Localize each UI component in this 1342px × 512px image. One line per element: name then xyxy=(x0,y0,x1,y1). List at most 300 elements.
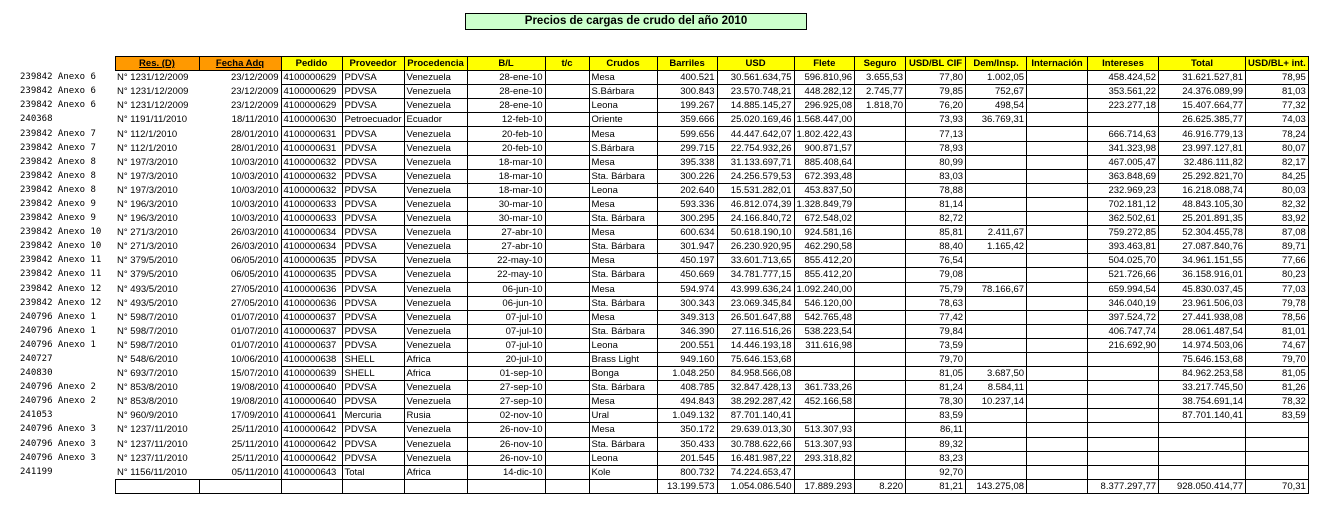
table-row xyxy=(0,71,1308,85)
cell-bl: 26-nov-10 xyxy=(467,437,545,451)
table-body xyxy=(0,71,1308,480)
cell-pedido: 4100000631 xyxy=(281,127,342,141)
cell-proveedor: PDVSA xyxy=(342,310,404,324)
cell-procedencia: Venezuela xyxy=(404,296,467,310)
cell-bl: 28-ene-10 xyxy=(467,99,545,113)
cell-bl: 27-sep-10 xyxy=(467,381,545,395)
table-row xyxy=(0,324,1308,338)
cell-intereses: 363.848,69 xyxy=(1088,169,1159,183)
cell-anexo: 239842 Anexo 10 xyxy=(20,241,102,252)
cell-usd: 22.754.932,26 xyxy=(717,141,794,155)
cell-dem-insp xyxy=(966,324,1027,338)
cell-procedencia: Venezuela xyxy=(404,268,467,282)
cell-proveedor: PDVSA xyxy=(342,282,404,296)
cell-total: 27.441.938,08 xyxy=(1159,310,1246,324)
cell-flete xyxy=(794,465,854,479)
cell-pedido: 4100000635 xyxy=(281,254,342,268)
cell-res: N° 693/7/2010 xyxy=(117,368,178,380)
cell-res: N° 493/5/2010 xyxy=(117,283,178,295)
cell-proveedor: PDVSA xyxy=(342,71,404,85)
cell-usd-bl-int: 80,23 xyxy=(1246,268,1309,282)
cell-tc xyxy=(545,197,589,211)
cell-res: N° 1237/11/2010 xyxy=(117,438,188,450)
cell-proveedor: PDVSA xyxy=(342,296,404,310)
cell-procedencia: Africa xyxy=(404,465,467,479)
cell-anexo: 239842 Anexo 10 xyxy=(20,227,102,238)
cell-dem-insp xyxy=(966,296,1027,310)
cell-proveedor: PDVSA xyxy=(342,324,404,338)
cell-intereses xyxy=(1088,352,1159,366)
cell-usd-bl-cif: 85,81 xyxy=(906,226,966,240)
cell-intereses xyxy=(1088,437,1159,451)
cell-usd-bl-cif: 79,84 xyxy=(906,324,966,338)
cell-anexo: 239842 Anexo 6 xyxy=(20,86,96,97)
cell-intereses: 458.424,52 xyxy=(1088,71,1159,85)
cell-seguro xyxy=(855,155,906,169)
cell-fecha: 10/03/2010 xyxy=(230,213,279,225)
cell-barriles: 300.226 xyxy=(657,169,717,183)
cell-bl: 27-sep-10 xyxy=(467,395,545,409)
header-bl: B/L xyxy=(467,57,545,71)
cell-internacion xyxy=(1027,183,1088,197)
cell-intereses xyxy=(1088,451,1159,465)
cell-intereses xyxy=(1088,409,1159,423)
cell-bl: 20-jul-10 xyxy=(467,352,545,366)
cell-internacion xyxy=(1027,226,1088,240)
cell-seguro xyxy=(855,352,906,366)
cell-intereses xyxy=(1088,367,1159,381)
cell-crudo: Bonga xyxy=(589,367,657,381)
cell-dem-insp: 1.002,05 xyxy=(966,71,1027,85)
cell-usd-bl-cif: 83,23 xyxy=(906,451,966,465)
cell-flete: 855.412,20 xyxy=(794,254,854,268)
cell-intereses: 393.463,81 xyxy=(1088,240,1159,254)
cell-seguro xyxy=(855,212,906,226)
cell-usd-bl-cif: 76,54 xyxy=(906,254,966,268)
cell-dem-insp: 752,67 xyxy=(966,85,1027,99)
cell-intereses xyxy=(1088,395,1159,409)
cell-anexo: 241199 xyxy=(20,466,53,477)
cell-anexo: 239842 Anexo 8 xyxy=(20,170,96,181)
cell-bl: 06-jun-10 xyxy=(467,282,545,296)
cell-barriles: 949.160 xyxy=(657,352,717,366)
table-row xyxy=(0,451,1308,465)
cell-seguro xyxy=(855,395,906,409)
cell-usd: 43.999.636,24 xyxy=(717,282,794,296)
cell-flete: 542.765,48 xyxy=(794,310,854,324)
cell-usd-bl-int: 83,92 xyxy=(1246,212,1309,226)
cell-fecha: 27/05/2010 xyxy=(230,283,279,295)
cell-usd-bl-int: 82,17 xyxy=(1246,155,1309,169)
cell-barriles: 346.390 xyxy=(657,324,717,338)
cell-res: N° 379/5/2010 xyxy=(117,269,178,281)
cell-flete: 1.802.422,43 xyxy=(794,127,854,141)
cell-usd: 24.166.840,72 xyxy=(717,212,794,226)
cell-bl: 26-nov-10 xyxy=(467,423,545,437)
table-row xyxy=(0,183,1308,197)
cell-intereses xyxy=(1088,381,1159,395)
totals-blank-cell xyxy=(0,479,115,493)
cell-seguro xyxy=(855,127,906,141)
cell-pedido: 4100000629 xyxy=(281,85,342,99)
cell-fecha: 27/05/2010 xyxy=(230,297,279,309)
cell-pedido: 4100000642 xyxy=(281,451,342,465)
cell-usd-bl-int: 77,03 xyxy=(1246,282,1309,296)
cell-total: 31.621.527,81 xyxy=(1159,71,1246,85)
cell-procedencia: Venezuela xyxy=(404,141,467,155)
cell-proveedor: PDVSA xyxy=(342,85,404,99)
cell-total: 23.961.506,03 xyxy=(1159,296,1246,310)
cell-crudo: Ural xyxy=(589,409,657,423)
cell-internacion xyxy=(1027,113,1088,127)
cell-barriles: 300.295 xyxy=(657,212,717,226)
cell-intereses: 759.272,85 xyxy=(1088,226,1159,240)
cell-tc xyxy=(545,268,589,282)
header-fecha-adq: Fecha Adq xyxy=(199,57,281,71)
cell-usd-bl-cif: 78,93 xyxy=(906,141,966,155)
cell-crudo: Leona xyxy=(589,451,657,465)
cell-procedencia: Venezuela xyxy=(404,71,467,85)
cell-usd-bl-cif: 89,32 xyxy=(906,437,966,451)
cell-usd: 23.570.748,21 xyxy=(717,85,794,99)
cell-barriles: 359.666 xyxy=(657,113,717,127)
cell-internacion xyxy=(1027,141,1088,155)
header-seguro: Seguro xyxy=(855,57,906,71)
header-proveedor: Proveedor xyxy=(342,57,404,71)
total-internacion xyxy=(1027,479,1088,493)
cell-crudo: Mesa xyxy=(589,226,657,240)
cell-fecha: 26/03/2010 xyxy=(230,227,279,239)
cell-fecha: 25/11/2010 xyxy=(231,424,279,436)
cell-anexo: 240796 Anexo 3 xyxy=(20,452,96,463)
cell-bl: 26-nov-10 xyxy=(467,451,545,465)
cell-barriles: 350.433 xyxy=(657,437,717,451)
cell-dem-insp: 10.237,14 xyxy=(966,395,1027,409)
cell-tc xyxy=(545,254,589,268)
cell-intereses xyxy=(1088,465,1159,479)
cell-internacion xyxy=(1027,451,1088,465)
cell-fecha: 18/11/2010 xyxy=(231,114,279,126)
cell-seguro xyxy=(855,113,906,127)
cell-crudo: Oriente xyxy=(589,113,657,127)
header-tc: t/c xyxy=(545,57,589,71)
cell-total: 27.087.840,76 xyxy=(1159,240,1246,254)
cell-res: N° 1231/12/2009 xyxy=(117,100,189,112)
cell-usd-bl-int: 77,32 xyxy=(1246,99,1309,113)
cell-tc xyxy=(545,381,589,395)
cell-dem-insp xyxy=(966,183,1027,197)
cell-bl: 28-ene-10 xyxy=(467,71,545,85)
cell-barriles: 350.172 xyxy=(657,423,717,437)
cell-fecha: 28/01/2010 xyxy=(230,128,279,140)
cell-pedido: 4100000642 xyxy=(281,423,342,437)
total-usd: 1.054.086.540 xyxy=(717,479,794,493)
totals-blank-cell xyxy=(115,479,199,493)
cell-usd-bl-cif: 77,13 xyxy=(906,127,966,141)
cell-total: 25.292.821,70 xyxy=(1159,169,1246,183)
cell-usd: 23.069.345,84 xyxy=(717,296,794,310)
cell-barriles: 199.267 xyxy=(657,99,717,113)
cell-res: N° 1237/11/2010 xyxy=(117,452,188,464)
table-row xyxy=(0,409,1308,423)
cell-barriles: 349.313 xyxy=(657,310,717,324)
cell-crudo: Sta. Bárbara xyxy=(589,212,657,226)
header-total: Total xyxy=(1159,57,1246,71)
cell-intereses: 504.025,70 xyxy=(1088,254,1159,268)
table-row xyxy=(0,85,1308,99)
totals-blank-cell xyxy=(404,479,467,493)
header-usd: USD xyxy=(717,57,794,71)
cell-fecha: 19/08/2010 xyxy=(230,382,279,394)
cell-seguro xyxy=(855,254,906,268)
totals-blank-cell xyxy=(545,479,589,493)
cell-usd-bl-int xyxy=(1246,451,1309,465)
cell-usd-bl-cif: 77,80 xyxy=(906,71,966,85)
cell-pedido: 4100000640 xyxy=(281,381,342,395)
cell-res: N° 379/5/2010 xyxy=(117,255,178,267)
cell-procedencia: Venezuela xyxy=(404,451,467,465)
cell-pedido: 4100000634 xyxy=(281,240,342,254)
cell-usd-bl-int: 82,32 xyxy=(1246,197,1309,211)
cell-anexo: 240796 Anexo 1 xyxy=(20,339,96,350)
cell-barriles: 301.947 xyxy=(657,240,717,254)
cell-barriles: 299.715 xyxy=(657,141,717,155)
cell-flete: 513.307,93 xyxy=(794,437,854,451)
cell-anexo: 239842 Anexo 12 xyxy=(20,283,102,294)
cell-fecha: 05/11/2010 xyxy=(231,466,279,478)
cell-procedencia: Venezuela xyxy=(404,226,467,240)
cell-internacion xyxy=(1027,71,1088,85)
cell-usd-bl-cif: 83,59 xyxy=(906,409,966,423)
cell-tc xyxy=(545,451,589,465)
cell-pedido: 4100000629 xyxy=(281,71,342,85)
cell-dem-insp: 36.769,31 xyxy=(966,113,1027,127)
header-intereses: Intereses xyxy=(1088,57,1159,71)
cell-seguro xyxy=(855,423,906,437)
cell-flete: 885.408,64 xyxy=(794,155,854,169)
cell-seguro xyxy=(855,268,906,282)
cell-procedencia: Ecuador xyxy=(404,113,467,127)
cell-internacion xyxy=(1027,99,1088,113)
cell-seguro xyxy=(855,240,906,254)
cell-usd-bl-cif: 80,99 xyxy=(906,155,966,169)
cell-procedencia: Venezuela xyxy=(404,155,467,169)
cell-fecha: 06/05/2010 xyxy=(230,269,279,281)
cell-pedido: 4100000629 xyxy=(281,99,342,113)
cell-crudo: S.Bárbara xyxy=(589,85,657,99)
cell-usd-bl-cif: 75,79 xyxy=(906,282,966,296)
cell-total: 46.916.779,13 xyxy=(1159,127,1246,141)
cell-res: N° 493/5/2010 xyxy=(117,297,178,309)
cell-anexo: 240796 Anexo 2 xyxy=(20,382,96,393)
cell-internacion xyxy=(1027,197,1088,211)
cell-procedencia: Venezuela xyxy=(404,381,467,395)
cell-res: N° 598/7/2010 xyxy=(117,311,178,323)
cell-proveedor: PDVSA xyxy=(342,127,404,141)
cell-seguro xyxy=(855,381,906,395)
cell-anexo: 239842 Anexo 9 xyxy=(20,198,96,209)
cell-procedencia: Africa xyxy=(404,352,467,366)
totals-blank-cell xyxy=(281,479,342,493)
cell-bl: 28-ene-10 xyxy=(467,85,545,99)
cell-total xyxy=(1159,465,1246,479)
cell-total: 52.304.455,78 xyxy=(1159,226,1246,240)
cell-internacion xyxy=(1027,395,1088,409)
cell-intereses xyxy=(1088,423,1159,437)
cell-proveedor: PDVSA xyxy=(342,197,404,211)
cell-seguro: 3.655,53 xyxy=(855,71,906,85)
cell-barriles: 395.338 xyxy=(657,155,717,169)
cell-crudo: Mesa xyxy=(589,423,657,437)
cell-fecha: 23/12/2009 xyxy=(230,72,279,84)
cell-crudo: Leona xyxy=(589,99,657,113)
cell-seguro xyxy=(855,169,906,183)
cell-dem-insp xyxy=(966,338,1027,352)
cell-proveedor: Mercuria xyxy=(342,409,404,423)
cell-crudo: Mesa xyxy=(589,282,657,296)
totals-blank-cell xyxy=(342,479,404,493)
cell-res: N° 1191/11/2010 xyxy=(117,114,188,126)
cell-flete: 293.318,82 xyxy=(794,451,854,465)
table-row xyxy=(0,465,1308,479)
cell-usd: 87.701.140,41 xyxy=(717,409,794,423)
cell-bl: 20-feb-10 xyxy=(467,127,545,141)
cell-usd: 44.447.642,07 xyxy=(717,127,794,141)
cell-res: N° 1156/11/2010 xyxy=(117,466,188,478)
cell-usd: 26.230.920,95 xyxy=(717,240,794,254)
cell-barriles: 593.336 xyxy=(657,197,717,211)
cell-internacion xyxy=(1027,268,1088,282)
cell-internacion xyxy=(1027,465,1088,479)
cell-anexo: 239842 Anexo 12 xyxy=(20,297,102,308)
cell-tc xyxy=(545,465,589,479)
cell-res: N° 598/7/2010 xyxy=(117,325,178,337)
cell-intereses: 467.005,47 xyxy=(1088,155,1159,169)
cell-total: 16.218.088,74 xyxy=(1159,183,1246,197)
cell-usd-bl-cif: 79,85 xyxy=(906,85,966,99)
cell-barriles: 1.049.132 xyxy=(657,409,717,423)
cell-intereses xyxy=(1088,113,1159,127)
cell-anexo: 239842 Anexo 11 xyxy=(20,269,102,280)
cell-intereses: 702.181,12 xyxy=(1088,197,1159,211)
cell-crudo: Sta. Bárbara xyxy=(589,268,657,282)
cell-intereses: 666.714,63 xyxy=(1088,127,1159,141)
cell-crudo: Sta. Bárbara xyxy=(589,169,657,183)
cell-dem-insp: 8.584,11 xyxy=(966,381,1027,395)
cell-tc xyxy=(545,99,589,113)
cell-dem-insp xyxy=(966,254,1027,268)
cell-usd: 26.501.647,88 xyxy=(717,310,794,324)
cell-seguro xyxy=(855,409,906,423)
cell-intereses: 397.524,72 xyxy=(1088,310,1159,324)
cell-flete: 1.328.849,79 xyxy=(794,197,854,211)
cell-proveedor: PDVSA xyxy=(342,212,404,226)
cell-usd: 84.958.566,08 xyxy=(717,367,794,381)
cell-seguro: 2.745,77 xyxy=(855,85,906,99)
cell-intereses: 216.692,90 xyxy=(1088,338,1159,352)
cell-res: N° 960/9/2010 xyxy=(117,410,178,422)
cell-bl: 27-abr-10 xyxy=(467,226,545,240)
table-row xyxy=(0,437,1308,451)
cell-tc xyxy=(545,296,589,310)
cell-dem-insp: 3.687,50 xyxy=(966,367,1027,381)
cell-usd-bl-int: 84,25 xyxy=(1246,169,1309,183)
cell-usd: 16.481.987,22 xyxy=(717,451,794,465)
cell-anexo: 239842 Anexo 8 xyxy=(20,184,96,195)
cell-flete xyxy=(794,409,854,423)
cell-procedencia: Venezuela xyxy=(404,254,467,268)
cell-seguro xyxy=(855,296,906,310)
table-row xyxy=(0,254,1308,268)
cell-intereses: 232.969,23 xyxy=(1088,183,1159,197)
header-usd-bl-int: USD/BL+ int. xyxy=(1246,57,1309,71)
cell-usd: 31.133.697,71 xyxy=(717,155,794,169)
total-usd-bl-cif: 81,21 xyxy=(906,479,966,493)
cell-total: 75.646.153,68 xyxy=(1159,352,1246,366)
cell-usd: 30.788.622,66 xyxy=(717,437,794,451)
cell-usd: 32.847.428,13 xyxy=(717,381,794,395)
cell-res: N° 853/8/2010 xyxy=(117,396,178,408)
table-row xyxy=(0,367,1308,381)
cell-internacion xyxy=(1027,296,1088,310)
cell-tc xyxy=(545,409,589,423)
cell-proveedor: PDVSA xyxy=(342,169,404,183)
cell-total: 15.407.664,77 xyxy=(1159,99,1246,113)
cell-barriles: 450.197 xyxy=(657,254,717,268)
cell-procedencia: Venezuela xyxy=(404,324,467,338)
cell-proveedor: PDVSA xyxy=(342,141,404,155)
cell-flete: 361.733,26 xyxy=(794,381,854,395)
cell-usd-bl-cif: 82,72 xyxy=(906,212,966,226)
cell-usd: 14.446.193,18 xyxy=(717,338,794,352)
cell-anexo: 239842 Anexo 6 xyxy=(20,100,96,111)
cell-barriles: 300.843 xyxy=(657,85,717,99)
cell-usd-bl-int: 78,56 xyxy=(1246,310,1309,324)
cell-anexo: 239842 Anexo 7 xyxy=(20,142,96,153)
total-total: 928.050.414,77 xyxy=(1159,479,1246,493)
cell-internacion xyxy=(1027,310,1088,324)
cell-barriles: 594.974 xyxy=(657,282,717,296)
cell-intereses: 346.040,19 xyxy=(1088,296,1159,310)
cell-usd-bl-cif: 73,59 xyxy=(906,338,966,352)
cell-dem-insp: 498,54 xyxy=(966,99,1027,113)
cell-flete: 672.393,48 xyxy=(794,169,854,183)
cell-seguro xyxy=(855,324,906,338)
cell-usd-bl-int: 81,03 xyxy=(1246,85,1309,99)
cell-proveedor: PDVSA xyxy=(342,254,404,268)
cell-fecha: 15/07/2010 xyxy=(230,368,279,380)
cell-proveedor: PDVSA xyxy=(342,183,404,197)
cell-fecha: 10/03/2010 xyxy=(230,170,279,182)
cell-usd-bl-int: 78,95 xyxy=(1246,71,1309,85)
cell-fecha: 23/12/2009 xyxy=(230,100,279,112)
cell-procedencia: Venezuela xyxy=(404,197,467,211)
cell-res: N° 112/1/2010 xyxy=(117,128,178,140)
table-row xyxy=(0,338,1308,352)
table-row xyxy=(0,99,1308,113)
cell-fecha: 01/07/2010 xyxy=(230,325,279,337)
cell-barriles: 202.640 xyxy=(657,183,717,197)
header-row xyxy=(0,57,1308,71)
cell-procedencia: Venezuela xyxy=(404,212,467,226)
cell-flete: 1.568.447,00 xyxy=(794,113,854,127)
cell-crudo: Kole xyxy=(589,465,657,479)
cell-dem-insp xyxy=(966,437,1027,451)
cell-bl: 06-jun-10 xyxy=(467,296,545,310)
total-intereses: 8.377.297,77 xyxy=(1088,479,1159,493)
cell-tc xyxy=(545,395,589,409)
cell-usd-bl-int: 81,05 xyxy=(1246,367,1309,381)
